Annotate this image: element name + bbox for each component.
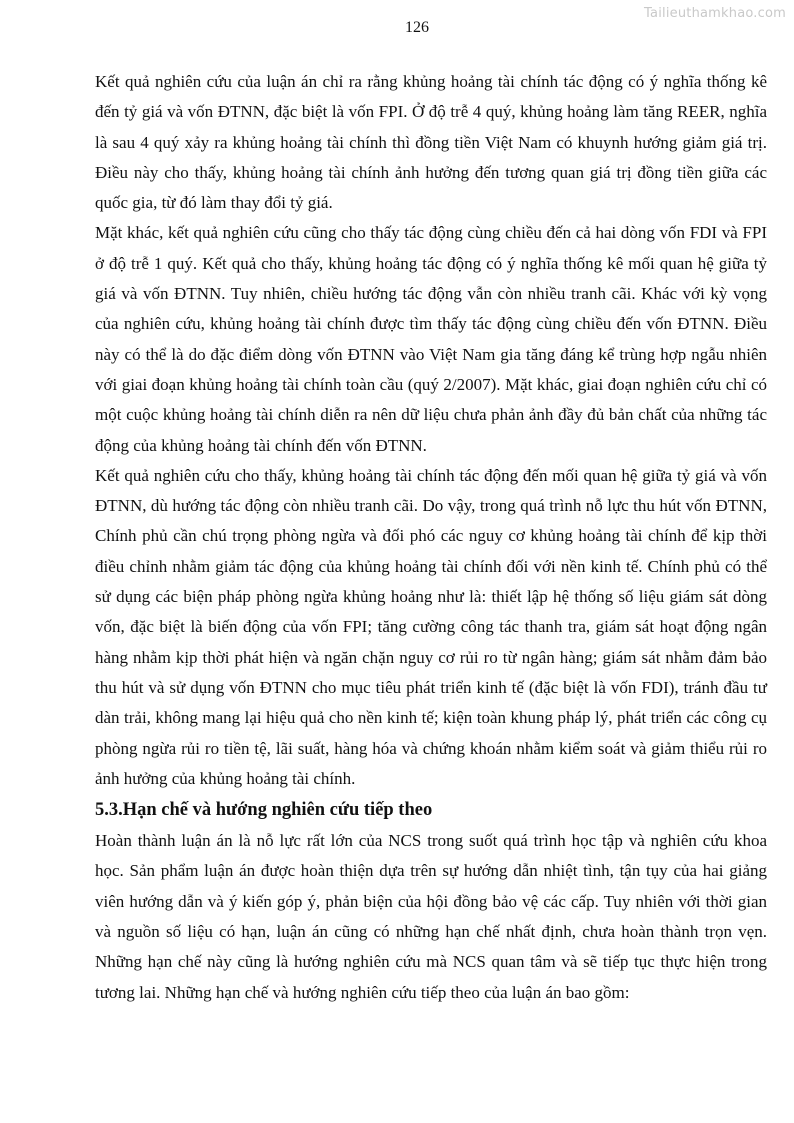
watermark: Tailieuthamkhao.com (644, 6, 786, 21)
paragraph-2: Mặt khác, kết quả nghiên cứu cũng cho thấy tác động cùng chiều đến cả hai dòng vốn FDI và FPI ở độ trễ 1 quý. Kết quả cho thấy, khủng hoảng tác động có ý nghĩa thống kê mối quan hệ giữa tỷ giá và vốn ĐTNN. Tuy nhiên, chiều hướng tác động vẫn còn nhiều tranh cãi. Khác với kỳ vọng của nghiên cứu, khủng hoảng tài chính được tìm thấy tác động cùng chiều đến vốn ĐTNN. Điều này có thể là do đặc điểm dòng vốn ĐTNN vào Việt Nam gia tăng đáng kể trùng hợp ngẫu nhiên với giai đoạn khủng hoảng tài chính toàn cầu (quý 2/2007). Mặt khác, giai đoạn nghiên cứu chỉ có một cuộc khủng hoảng tài chính diễn ra nên dữ liệu chưa phản ảnh đầy đủ bản chất của những tác động của khủng hoảng tài chính đến vốn ĐTNN. (95, 223, 767, 455)
paragraph-3: Kết quả nghiên cứu cho thấy, khủng hoảng tài chính tác động đến mối quan hệ giữa tỷ giá và vốn ĐTNN, dù hướng tác động còn nhiều tranh cãi. Do vậy, trong quá trình nỗ lực thu hút vốn ĐTNN, Chính phủ cần chú trọng phòng ngừa và đối phó các nguy cơ khủng hoảng tài chính để kịp thời điều chỉnh nhằm giảm tác động của khủng hoảng tài chính đối với nền kinh tế. Chính phủ có thể sử dụng các biện pháp phòng ngừa khủng hoảng như là: thiết lập hệ thống số liệu giám sát dòng vốn, đặc biệt là biến động của vốn FPI; tăng cường công tác thanh tra, giám sát hoạt động ngân hàng nhằm kịp thời phát hiện và ngăn chặn nguy cơ rủi ro từ ngân hàng; giám sát nhằm đảm bảo thu hút và sử dụng vốn ĐTNN cho mục tiêu phát triển kinh tế (đặc biệt là vốn FDI), tránh đầu tư dàn trải, không mang lại hiệu quả cho nền kinh tế; kiện toàn khung pháp lý, phát triển các công cụ phòng ngừa rủi ro tiền tệ, lãi suất, hàng hóa và chứng khoán nhằm kiểm soát và giảm thiểu rủi ro ảnh hưởng của khủng hoảng tài chính. (95, 465, 767, 788)
document-body (95, 67, 767, 1008)
section-heading: 5.3.Hạn chế và hướng nghiên cứu tiếp theo (95, 800, 433, 821)
page-number: 126 (405, 19, 429, 36)
section-paragraph: Hoàn thành luận án là nỗ lực rất lớn của NCS trong suốt quá trình học tập và nghiên cứu khoa học. Sản phẩm luận án được hoàn thiện dựa trên sự hướng dẫn nhiệt tình, tận tụy của hai giảng viên hướng dẫn và ý kiến góp ý, phản biện của hội đồng bảo vệ các cấp. Tuy nhiên với thời gian và nguồn số liệu có hạn, luận án cũng có những hạn chế nhất định, chưa hoàn thành trọn vẹn. Những hạn chế này cũng là hướng nghiên cứu mà NCS quan tâm và sẽ tiếp tục thực hiện trong tương lai. Những hạn chế và hướng nghiên cứu tiếp theo của luận án bao gồm: (95, 831, 767, 1002)
paragraph-1: Kết quả nghiên cứu của luận án chỉ ra rằng khủng hoảng tài chính tác động có ý nghĩa thống kê đến tỷ giá và vốn ĐTNN, đặc biệt là vốn FPI. Ở độ trễ 4 quý, khủng hoảng làm tăng REER, nghĩa là sau 4 quý xảy ra khủng hoảng tài chính thì đồng tiền Việt Nam có khuynh hướng giảm giá trị. Điều này cho thấy, khủng hoảng tài chính ảnh hưởng đến tương quan giá trị đồng tiền giữa các quốc gia, từ đó làm thay đổi tỷ giá. (95, 72, 767, 213)
